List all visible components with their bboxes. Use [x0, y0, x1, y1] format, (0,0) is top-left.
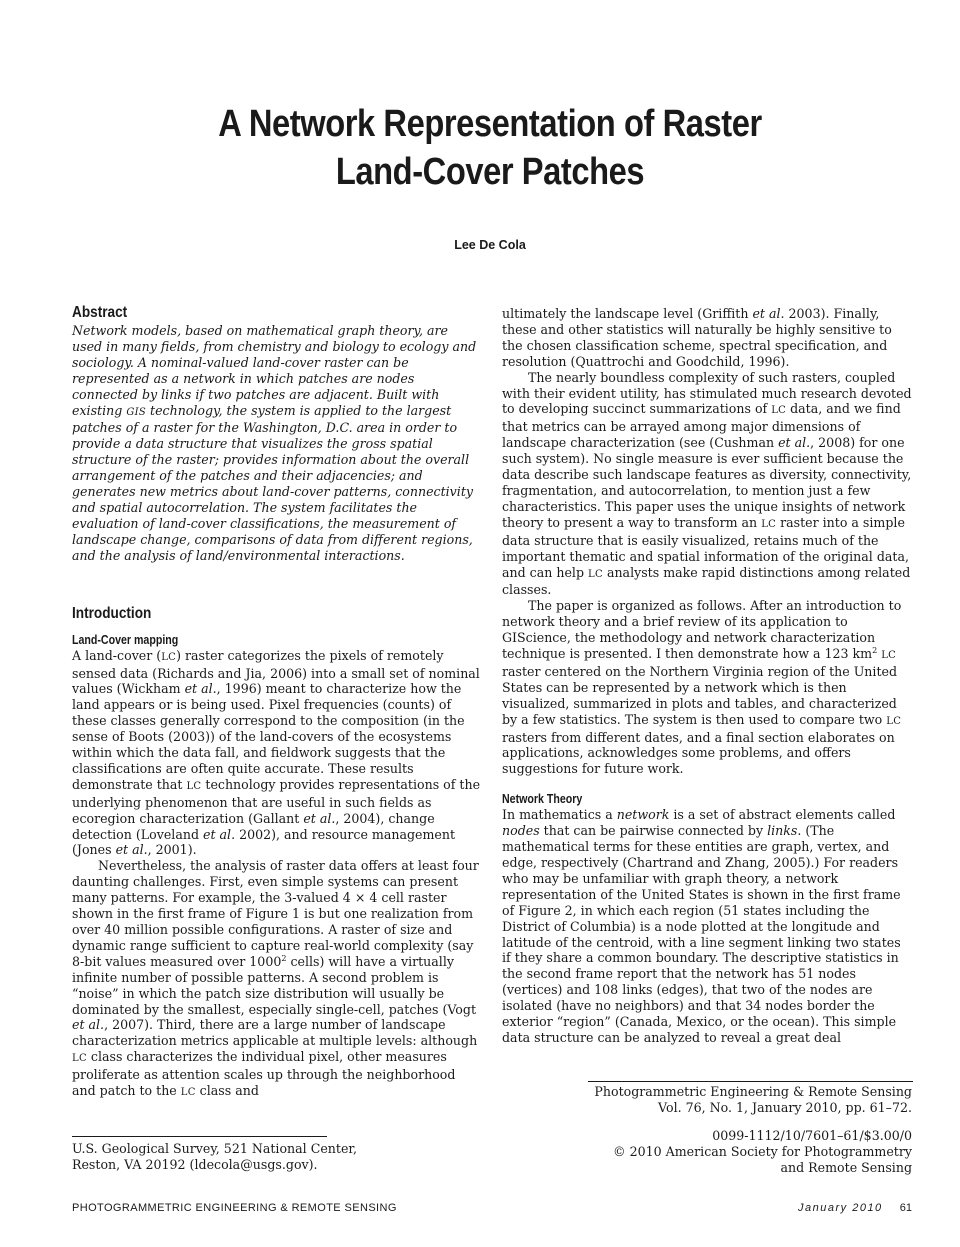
- et-al: et al.: [778, 435, 811, 451]
- text-run: class and: [195, 1083, 259, 1099]
- text-run: 2002), and resource management (Jones: [72, 826, 456, 858]
- lc-smallcaps: LC: [886, 715, 902, 727]
- text-run: class characterizes the individual pixel, other measures proliferate as attention scales up through the neighborhood and patch to the: [72, 1049, 456, 1099]
- right-paragraph-2: [502, 370, 912, 599]
- text-run: , 2004), change detection (Loveland: [72, 810, 435, 842]
- text-run: analysts make rapid distinctions among related classes.: [502, 564, 911, 598]
- journal-copyright-2: and Remote Sensing: [780, 1160, 912, 1175]
- text-run: Nevertheless, the analysis of raster data offers at least four daunting challenges. First, even simple systems can present many patterns. For example, the 3-valued 4 × 4 cell raster shown in the first frame of Figure 1 is but one realization from over 40 million possible configurations. A raster of size and dynamic range sufficient to capture real-world complexity (say 8-bit values measured over 1000: [72, 858, 479, 969]
- text-run: raster into a simple data structure that is easily visualized, retains much of the important thematic and spatial information of the original data, and can help: [502, 514, 909, 580]
- introduction-heading: Introduction: [72, 604, 152, 622]
- text-run: A land-cover (: [72, 647, 162, 663]
- title-line-2: Land-Cover Patches: [335, 151, 645, 193]
- affiliation-line-2: Reston, VA 20192 (ldecola@usgs.gov).: [72, 1157, 318, 1172]
- lc-smallcaps: LC: [771, 405, 787, 417]
- affiliation-line-1: U.S. Geological Survey, 521 National Center,: [72, 1141, 358, 1156]
- lc-smallcaps: LC: [881, 650, 897, 662]
- right-paragraph-4: [502, 807, 912, 1046]
- land-cover-subheading: Land-Cover mapping: [72, 632, 179, 647]
- et-al: et al.: [203, 826, 236, 842]
- text-run: , 2001).: [147, 842, 197, 858]
- abstract-text: [72, 323, 482, 564]
- text-run: ultimately the landscape level (Griffith: [502, 306, 753, 321]
- journal-code: 0099-1112/10/7601–61/$3.00/0: [712, 1128, 912, 1143]
- superscript: 2: [281, 953, 287, 963]
- term-links: links: [767, 823, 798, 839]
- title-line-1: A Network Representation of Raster: [218, 103, 762, 145]
- et-al: et al.: [72, 1017, 105, 1033]
- intro-paragraph-2: [72, 858, 482, 1101]
- et-al: et al.: [115, 842, 148, 858]
- author-name: Lee De Cola: [454, 238, 526, 252]
- journal-copyright: © 2010 American Society for Photogrammetry: [613, 1144, 912, 1159]
- text-run: , 2007). Third, there are a large number of landscape characterization metrics applicable at multiple levels: although: [72, 1017, 478, 1049]
- text-run: technology provides representations of the underlying phenomenon that are useful in such fields as ecoregion characterization (Gallant: [72, 776, 481, 826]
- footer-date: January 2010: [798, 1202, 883, 1214]
- lc-smallcaps: LC: [72, 1053, 87, 1065]
- et-al: et al.: [303, 810, 336, 826]
- left-column: [72, 303, 482, 1101]
- right-paragraph-1: [502, 306, 912, 370]
- text-run: , 1996) meant to characterize how the land appears or is being used. Pixel frequencies (counts) of these classes generally correspond to the composition (in the sense of Boots (2003)) of the land-covers of the ecosystems within which the data fall, and fieldwork suggests that the classifications are often quite accurate. These results demonstrate that: [72, 681, 465, 792]
- right-paragraph-3: [502, 598, 912, 777]
- lc-smallcaps: LC: [161, 651, 177, 663]
- gis-smallcaps: GIS: [126, 406, 147, 418]
- intro-paragraph-1: [72, 648, 482, 859]
- text-run: . (The mathematical terms for these entities are graph, vertex, and edge, respectively (Chartrand and Zhang, 2005).) For readers who may be unfamiliar with graph theory, a network representation of the United States is shown in the first frame of Figure 2, in which each region (51 states including the District of Columbia) is a node plotted at the longitude and latitude of the centroid, with a line segment linking two states if they share a common boundary. The descriptive statistics in the second frame report that the network has 51 nodes (vertices) and 108 links (edges), that two of the nodes are isolated (have no neighbors) and that 34 nodes border the exterior “region” (Canada, Mexico, or the ocean). This simple data structure can be analyzed to reveal a great deal: [502, 823, 901, 1045]
- superscript: 2: [872, 645, 878, 655]
- abstract-heading: Abstract: [72, 304, 128, 321]
- term-network: network: [616, 807, 670, 823]
- text-run: The paper is organized as follows. After an introduction to network theory and a brief review of its application to GIScience, the methodology and network characterization technique is presented. I then demonstrate how a 123 km: [502, 598, 902, 662]
- text-run: , 2008) for one such system). No single measure is ever sufficient because the data describe such landscape features as diversity, connectivity, fragmentation, and autocorrelation, to mention just a few characteristics. This paper uses the unique insights of network theory to present a way to transform an: [502, 435, 912, 530]
- text-run: rasters from different dates, and a final section elaborates on applications, acknowledges some problems, and offers suggestions for future work.: [502, 729, 895, 777]
- right-column: [502, 306, 912, 1046]
- lc-smallcaps: LC: [180, 1087, 196, 1099]
- right-body: [502, 306, 912, 777]
- text-run: raster centered on the Northern Virginia region of the United States can be represented by a network which is then visualized, summarized in plots and tables, and characterized by a few statistics. The system is then used to compare two: [502, 663, 898, 727]
- text-run: data, and we find that metrics can be arrayed among major dimensions of landscape characterization (see (Cushman: [502, 401, 901, 451]
- text-run: cells) will have a virtually infinite number of possible patterns. A second problem is “noise” in which the patch size distribution will usually be dominated by the smallest, especially single-cell, patches (Vogt: [72, 953, 477, 1017]
- journal-info: [560, 1080, 912, 1176]
- journal-volume: Vol. 76, No. 1, January 2010, pp. 61–72.: [658, 1100, 912, 1115]
- text-run: 2003). Finally, these and other statistics will naturally be highly sensitive to the chosen classification scheme, spectral specification, and resolution (Quattrochi and Goodchild, 1996).: [502, 306, 892, 369]
- text-run: ) raster categorizes the pixels of remotely sensed data (Richards and Jia, 2006) into a small set of nominal values (Wickham: [72, 647, 480, 697]
- abstract-text-part: Network models, based on mathematical graph theory, are used in many fields, from chemistry and biology to ecology and sociology. A nominal-valued land-cover raster can be represented as a network in which patches are nodes connected by links if two patches are adjacent. Built with existing: [72, 323, 477, 418]
- affiliation: [72, 1141, 492, 1173]
- et-al: et al.: [184, 681, 217, 697]
- text-run: that can be pairwise connected by: [539, 823, 768, 839]
- footer-right: [798, 1202, 912, 1214]
- lc-smallcaps: LC: [761, 518, 777, 530]
- affiliation-rule: [72, 1136, 327, 1137]
- et-al: et al.: [752, 306, 785, 321]
- lc-smallcaps: LC: [588, 568, 603, 580]
- introduction-body: [72, 648, 482, 1101]
- paper-title: [120, 100, 860, 196]
- text-run: The nearly boundless complexity of such rasters, coupled with their evident utility, has stimulated much research devoted to developing succinct summarizations of: [502, 369, 912, 417]
- journal-name: Photogrammetric Engineering & Remote Sensing: [594, 1084, 912, 1099]
- lc-smallcaps: LC: [186, 780, 202, 792]
- text-run: In mathematics a: [502, 807, 617, 823]
- footer-journal: PHOTOGRAMMETRIC ENGINEERING & REMOTE SENSING: [72, 1202, 397, 1214]
- term-nodes: nodes: [502, 823, 540, 839]
- page-number: 61: [899, 1202, 912, 1214]
- network-theory-subheading: Network Theory: [502, 792, 583, 807]
- text-run: is a set of abstract elements called: [669, 807, 896, 823]
- abstract-text-part: technology, the system is applied to the largest patches of a raster for the Washington, D.C. area in order to provide a data structure that visualizes the gross spatial structure of the raster; provides information about the overall arrangement of the patches and their adjacencies; and generates new metrics about land-cover patterns, connectivity and spatial autocorrelation. The system facilitates the evaluation of land-cover classifications, the measurement of landscape change, comparisons of data from different regions, and the analysis of land/environmental interactions.: [72, 402, 473, 563]
